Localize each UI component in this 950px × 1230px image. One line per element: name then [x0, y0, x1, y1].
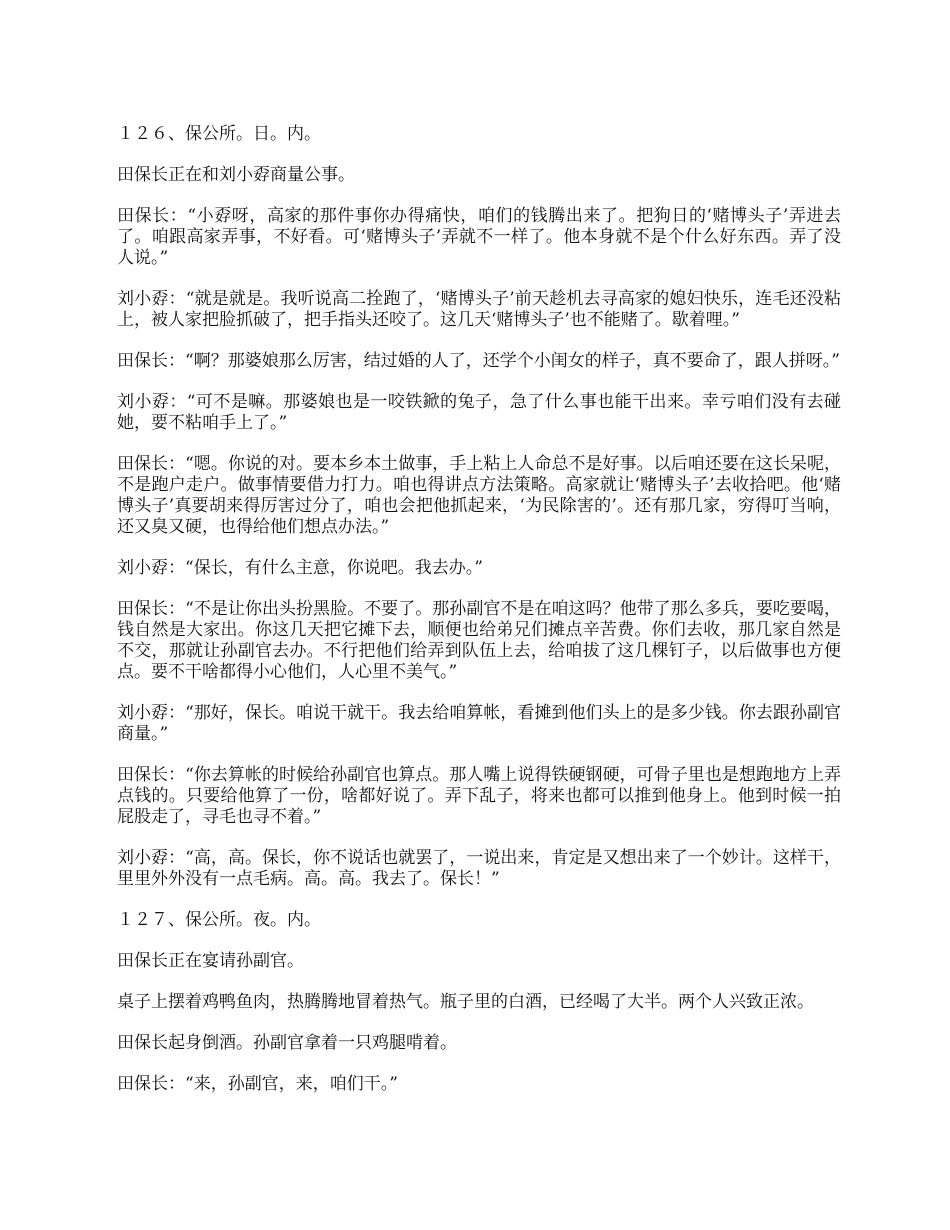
- dialogue-line: 刘小孬：“高，高。保长，你不说话也就罢了，一说出来，肯定是又想出来了一个妙计。这样干，里里外外没有一点毛病。高。高。我去了。保长！”: [117, 848, 841, 889]
- action-line: 田保长起身倒酒。孙副官拿着一只鸡腿啃着。: [117, 1033, 457, 1053]
- dialogue-line: 田保长：“嗯。你说的对。要本乡本土做事，手上粘上人命总不是好事。以后咱还要在这长呆呢，不是跑户走户。做事情要借力打力。咱也得讲点方法策略。高家就让‘赌博头子’去收拾吧。他‘赌博头子’真要胡来得厉害过分了，咱也会把他抓起来，‘为民除害的’。还有那几家，穷得叮当响，还又臭又硬，也得给他们想点办法。”: [117, 454, 841, 537]
- dialogue-line: 田保长：“啊？那婆娘那么厉害，结过婚的人了，还学个小闺女的样子，真不要命了，跟人拼呀。”: [117, 351, 840, 371]
- scene-heading-127: １２７、保公所。夜。内。: [117, 910, 321, 930]
- dialogue-line: 田保长：“你去算帐的时候给孙副官也算点。那人嘴上说得铁硬钢硬，可骨子里也是想跑地方上弄点钱的。只要给他算了一份，啥都好说了。弄下乱子，将来也都可以推到他身上。他到时候一拍屁股走了，寻毛也寻不着。”: [117, 765, 841, 827]
- script-page: [117, 124, 841, 1115]
- action-line: 桌子上摆着鸡鸭鱼肉，热腾腾地冒着热气。瓶子里的白酒，已经喝了大半。两个人兴致正浓。: [117, 992, 814, 1012]
- action-line: 田保长正在和刘小孬商量公事。: [117, 165, 355, 185]
- action-line: 田保长正在宴请孙副官。: [117, 951, 304, 971]
- dialogue-line: 刘小孬：“就是就是。我听说高二拴跑了，‘赌博头子’前天趁机去寻高家的媳妇快乐，连毛还没粘上，被人家把脸抓破了，把手指头还咬了。这几天‘赌博头子’也不能赌了。歇着哩。”: [117, 289, 841, 330]
- dialogue-line: 刘小孬：“可不是嘛。那婆娘也是一咬铁鍁的兔子，急了什么事也能干出来。幸亏咱们没有去碰她，要不粘咱手上了。”: [117, 392, 841, 433]
- scene-heading-126: １２６、保公所。日。内。: [117, 124, 321, 144]
- dialogue-line: 田保长：“不是让你出头扮黑脸。不要了。那孙副官不是在咱这吗？他带了那么多兵，要吃要喝，钱自然是大家出。你这几天把它摊下去，顺便也给弟兄们摊点辛苦费。你们去收，那几家自然是不交，那就让孙副官去办。不行把他们给弄到队伍上去，给咱拔了这几棵钉子，以后做事也方便点。要不干啥都得小心他们，人心里不美气。”: [117, 599, 841, 682]
- dialogue-line: 刘小孬：“那好，保长。咱说干就干。我去给咱算帐，看摊到他们头上的是多少钱。你去跟孙副官商量。”: [117, 703, 841, 744]
- dialogue-line: 田保长：“来，孙副官，来，咱们干。”: [117, 1074, 398, 1094]
- dialogue-line: 刘小孬：“保长，有什么主意，你说吧。我去办。”: [117, 558, 483, 578]
- dialogue-line: 田保长：“小孬呀，高家的那件事你办得痛快，咱们的钱腾出来了。把狗日的‘赌博头子’弄进去了。咱跟高家弄事，不好看。可‘赌博头子’弄就不一样了。他本身就不是个什么好东西。弄了没人说。”: [117, 206, 841, 268]
